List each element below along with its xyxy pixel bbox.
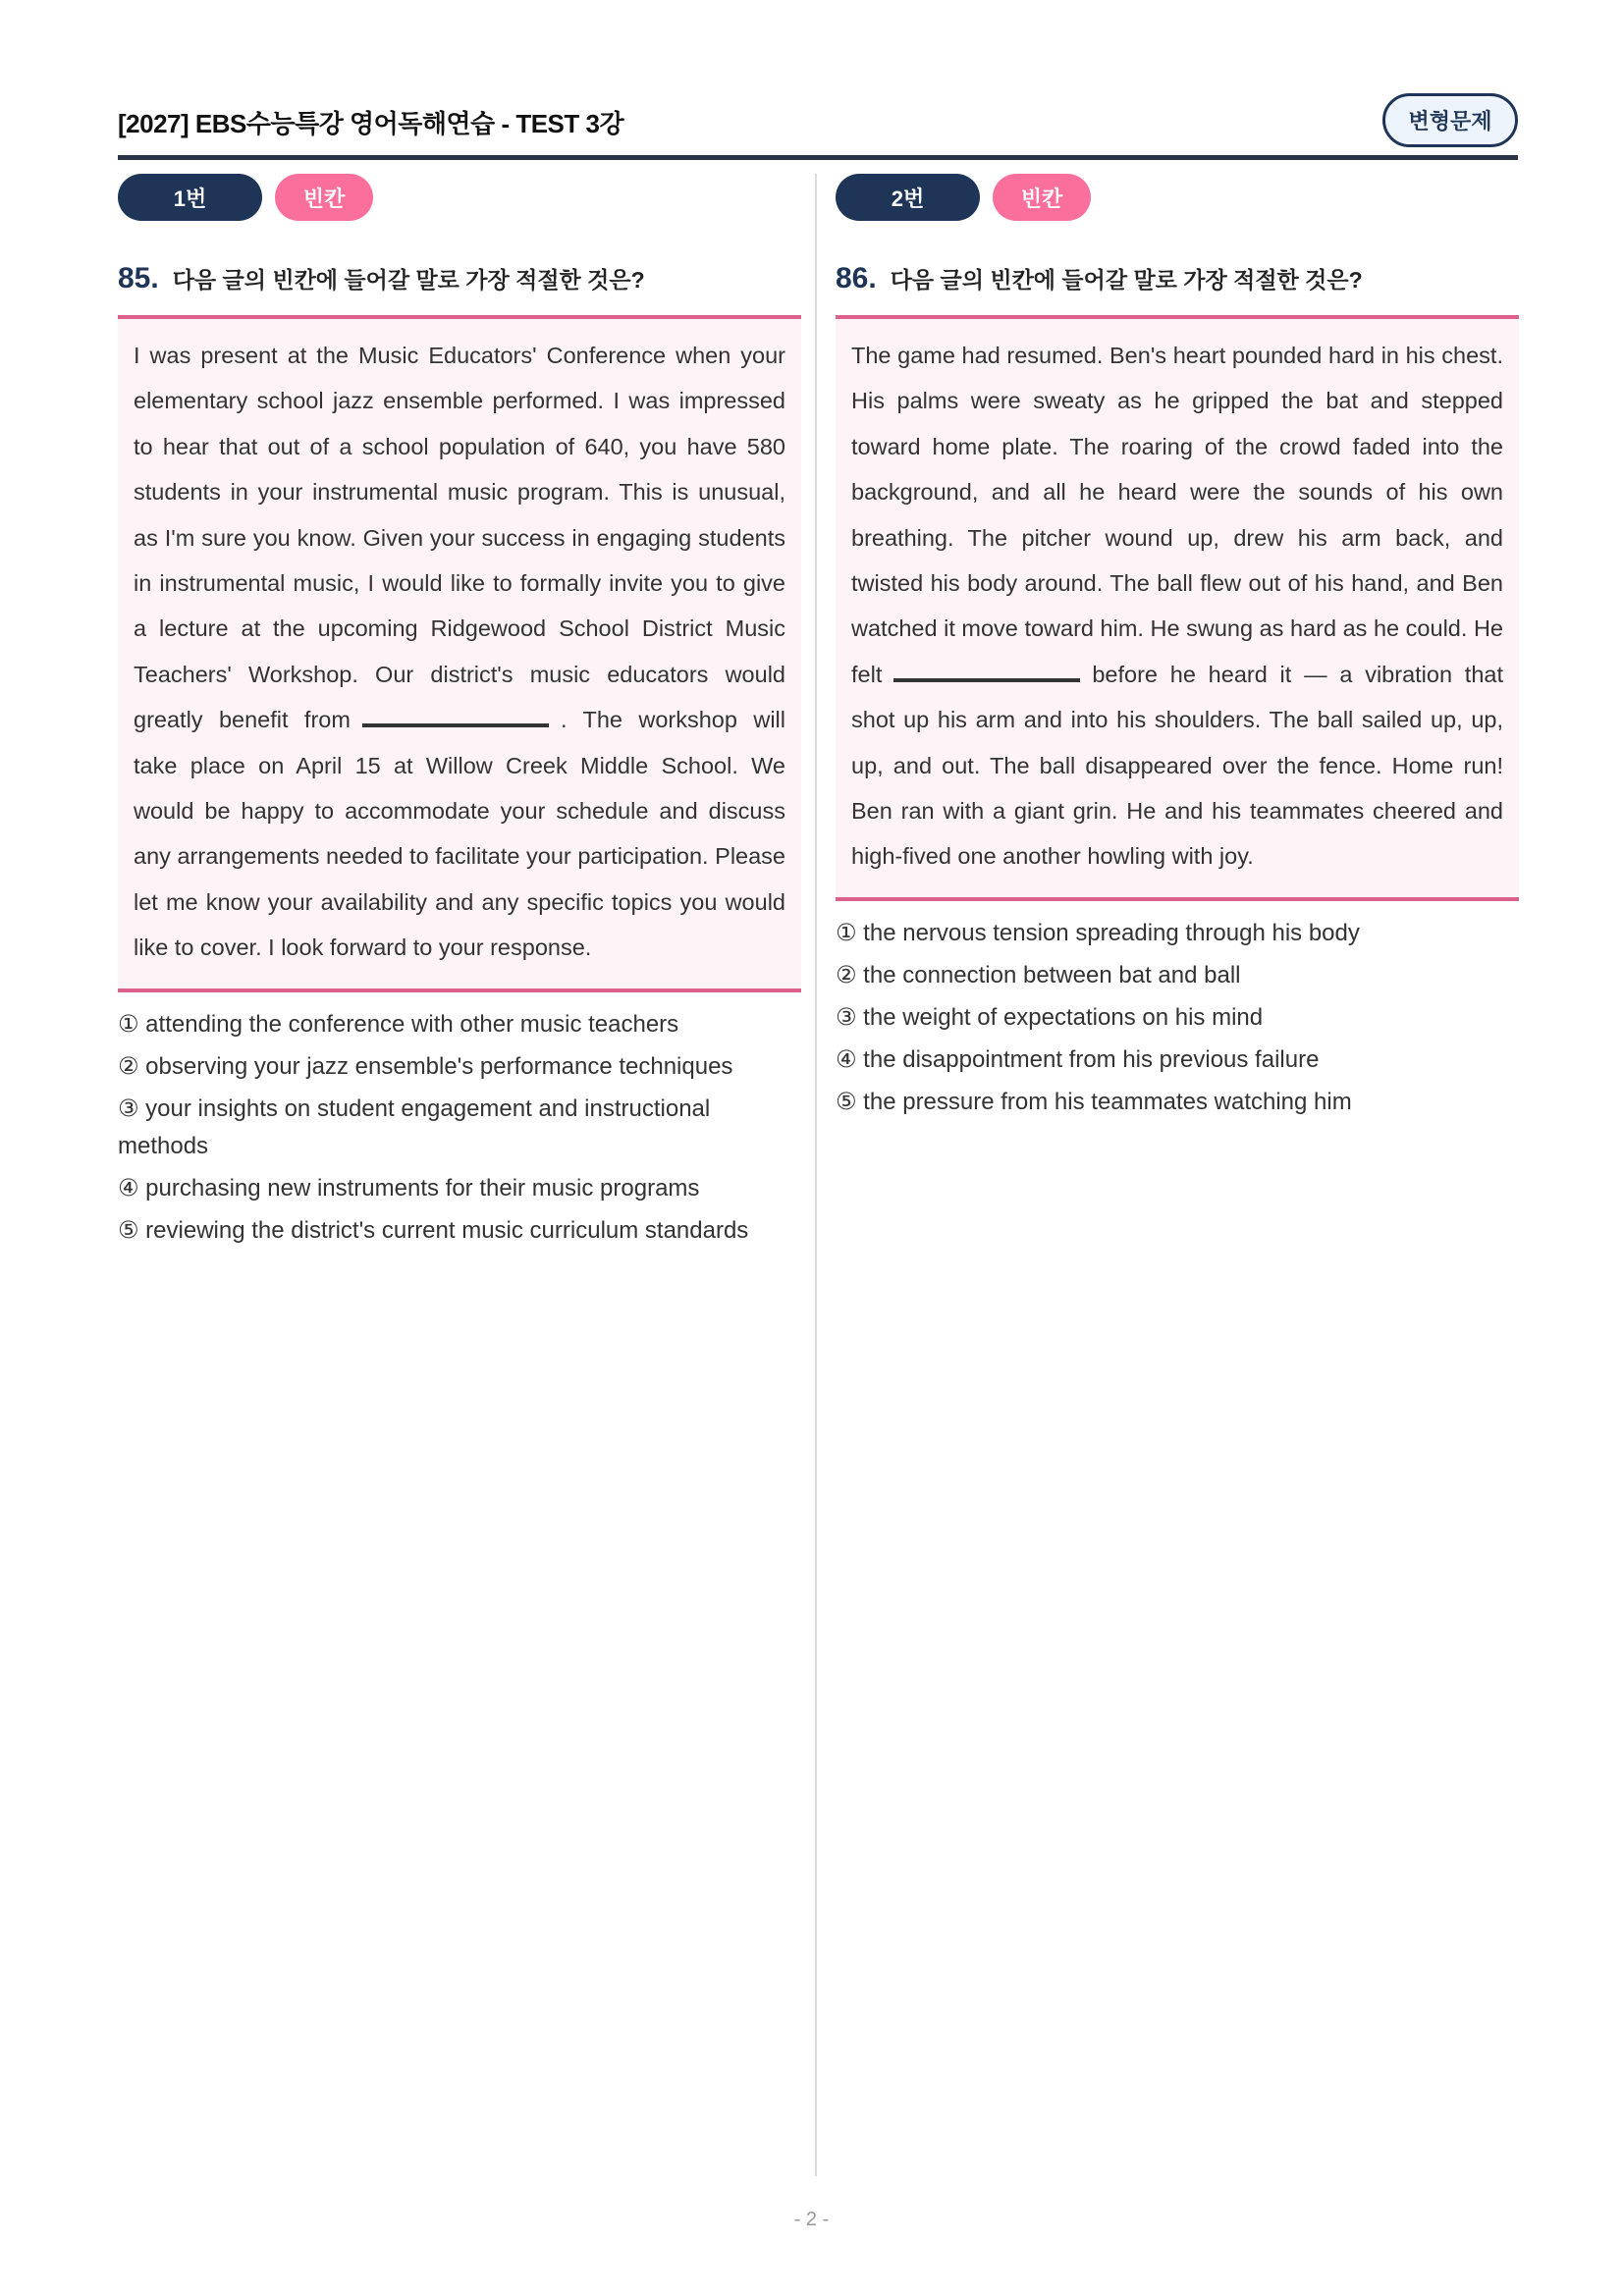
- passage-text-before: I was present at the Music Educators' Conference when your elementary school jazz ensemble performed. I was impressed to hear that out of a school population of 640, you have 580 students in your instrumental music program. This is unusual, as I'm sure you know. Given your success in engaging students in instrumental music, I would like to formally invite you to give a lecture at the upcoming Ridgewood School District Music Teachers' Workshop. Our district's music educators would greatly benefit from: [134, 343, 785, 733]
- question-number-badge: 1번: [118, 174, 262, 221]
- question-prompt: 다음 글의 빈칸에 들어갈 말로 가장 적절한 것은?: [172, 267, 645, 293]
- passage: [118, 315, 801, 992]
- option-1[interactable]: ① the nervous tension spreading through his body: [836, 919, 1360, 946]
- passage-text-before: The game had resumed. Ben's heart pounded hard in his chest. His palms were sweaty as he gripped the bat and stepped toward home plate. The roaring of the crowd faded into the background, and all he heard were the sounds of his own breathing. The pitcher wound up, drew his arm back, and twisted his body around. The ball flew out of his hand, and Ben watched it move toward him. He swung as hard as he could. He felt: [851, 343, 1503, 687]
- option-5[interactable]: ⑤ reviewing the district's current music curriculum standards: [118, 1216, 749, 1244]
- question-number: 86.: [836, 262, 877, 294]
- option-4[interactable]: ④ the disappointment from his previous failure: [836, 1045, 1320, 1073]
- passage: [836, 315, 1519, 901]
- answer-options: [118, 1006, 801, 1250]
- option-4[interactable]: ④ purchasing new instruments for their music programs: [118, 1174, 700, 1201]
- question-prompt: 다음 글의 빈칸에 들어갈 말로 가장 적절한 것은?: [890, 267, 1363, 293]
- page-title: [2027] EBS수능특강 영어독해연습 - TEST 3강: [118, 109, 624, 138]
- blank: [362, 723, 549, 727]
- answer-options: [836, 915, 1519, 1121]
- option-2[interactable]: ② observing your jazz ensemble's performance techniques: [118, 1052, 733, 1080]
- option-1[interactable]: ① attending the conference with other music teachers: [118, 1010, 679, 1038]
- option-2[interactable]: ② the connection between bat and ball: [836, 961, 1241, 988]
- question-number-badge: 2번: [836, 174, 980, 221]
- option-5[interactable]: ⑤ the pressure from his teammates watching him: [836, 1088, 1352, 1115]
- passage-text-after: . The workshop will take place on April 15 at Willow Creek Middle School. We would be happy to accommodate your schedule and discuss any arrangements needed to facilitate your participation. Please let me know your availability and any specific topics you would like to cover. I look forward to your response.: [134, 707, 785, 961]
- option-3[interactable]: ③ your insights on student engagement and instructional methods: [118, 1095, 711, 1159]
- question-85: [118, 174, 801, 1255]
- question-number: 85.: [118, 262, 159, 294]
- question-type-badge: 빈칸: [993, 174, 1091, 221]
- passage-text-after: before he heard it — a vibration that shot up his arm and into his shoulders. The ball sailed up, up, up, and out. The ball disappeared over the fence. Home run! Ben ran with a giant grin. He and his teammates cheered and high-fived one another howling with joy.: [851, 661, 1503, 870]
- header-divider: [118, 155, 1518, 160]
- question-type-badge: 빈칸: [275, 174, 373, 221]
- option-3[interactable]: ③ the weight of expectations on his mind: [836, 1003, 1264, 1031]
- variant-question-button[interactable]: 변형문제: [1382, 93, 1518, 147]
- page-number: - 2 -: [793, 2209, 830, 2230]
- question-86: [836, 174, 1519, 1126]
- question-title: [118, 262, 801, 295]
- column-divider: [815, 174, 817, 2176]
- blank: [893, 678, 1080, 682]
- question-title: [836, 262, 1519, 295]
